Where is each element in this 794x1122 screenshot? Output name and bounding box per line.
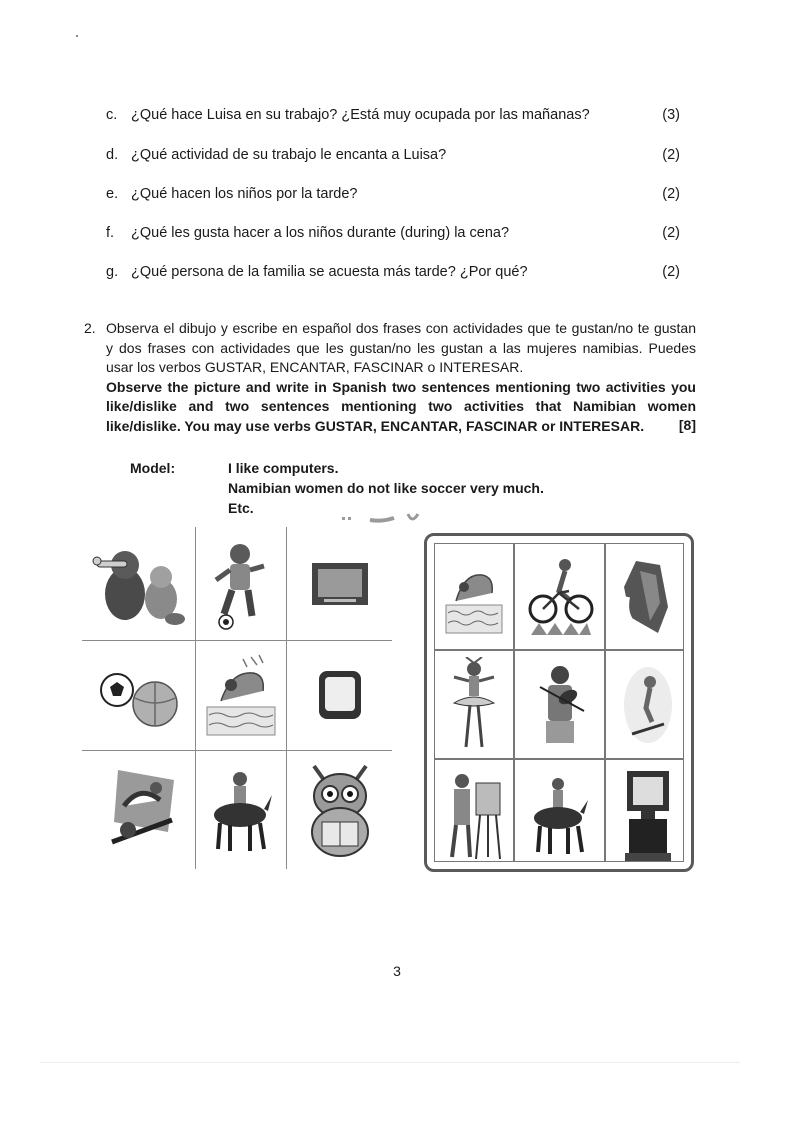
- question-text: ¿Qué actividad de su trabajo le encanta a Luisa?: [131, 147, 447, 163]
- television-icon: [287, 527, 392, 640]
- hiking-boot-icon: [606, 544, 690, 649]
- tv-set-icon: [287, 641, 392, 750]
- page-number: 3: [393, 963, 401, 979]
- question-text: ¿Qué hacen los niños por la tarde?: [131, 186, 358, 202]
- scan-speck: [76, 35, 78, 37]
- violinist-icon: [515, 651, 604, 758]
- question-letter: d.: [106, 147, 119, 163]
- horse-rider-icon: [196, 751, 286, 869]
- skiing-icon: [82, 751, 195, 869]
- question-letter: g.: [106, 264, 119, 280]
- swimming-icon: [435, 544, 513, 649]
- soccer-player-icon: [196, 527, 286, 640]
- model-lines: [228, 458, 588, 518]
- question-points: (2): [662, 186, 680, 202]
- question-points: (3): [662, 107, 680, 123]
- balls-icon: [82, 641, 195, 750]
- swimming-icon: [196, 641, 286, 750]
- english-instructions: Observe the picture and write in Spanish two sentences mentioning two activities you like/dislike and two sentences mentioning two activities that Namibian women like/dislike. You may use verbs GUSTAR, ENCANTAR, FASCINAR or INTERESAR.: [106, 378, 696, 434]
- cyclist-icon: [515, 544, 604, 649]
- spanish-instructions: Observa el dibujo y escribe en español dos frases con actividades que te gustan/no te gustan y dos frases con actividades que les gustan/no les gustan a las mujeres namibias. Puedes usar los verbos GUSTAR, ENCANTAR, FASCINAR o INTERESAR.: [106, 320, 696, 375]
- scan-edge-line: [40, 1062, 740, 1063]
- reading-owl-icon: [287, 751, 392, 869]
- question-2-body: [106, 319, 696, 436]
- scan-artifact: [342, 510, 432, 526]
- computer-icon: [606, 760, 690, 870]
- board-inner-frame: [434, 543, 684, 862]
- question-text: ¿Qué les gusta hacer a los niños durante (during) la cena?: [131, 225, 510, 241]
- question-number: 2.: [84, 320, 96, 336]
- ballet-dancer-icon: [435, 651, 513, 758]
- question-marks: [8]: [678, 417, 696, 433]
- question-letter: c.: [106, 107, 118, 123]
- left-picture-grid: [82, 527, 392, 869]
- model-line: I like computers.: [228, 460, 339, 476]
- model-line: Namibian women do not like soccer very much.: [228, 480, 544, 496]
- question-points: (2): [662, 264, 680, 280]
- painter-icon: [435, 760, 513, 870]
- skier-icon: [606, 651, 690, 758]
- question-points: (2): [662, 225, 680, 241]
- question-text: ¿Qué persona de la familia se acuesta más tarde? ¿Por qué?: [131, 264, 528, 280]
- question-letter: f.: [106, 225, 115, 241]
- question-points: (2): [662, 147, 680, 163]
- model-label: Model:: [130, 460, 176, 476]
- right-picture-board: [424, 533, 694, 872]
- question-letter: e.: [106, 186, 119, 202]
- question-text: ¿Qué hace Luisa en su trabajo? ¿Está muy ocupada por las mañanas?: [131, 107, 590, 123]
- horse-rider-icon: [515, 760, 604, 870]
- model-line: Etc.: [228, 500, 254, 516]
- cat-and-dog-icon: [82, 527, 195, 640]
